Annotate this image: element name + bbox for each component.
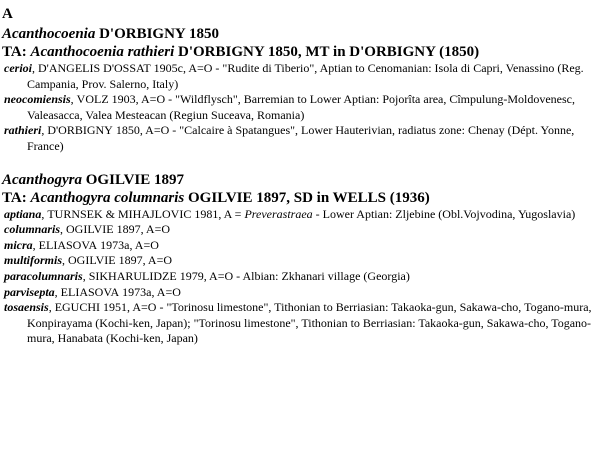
species-entry: rathieri, D'ORBIGNY 1850, A=O - "Calcaire à Spatangues", Lower Hauterivian, radiatus zone: Chenay (Dépt. Yonne, France)	[4, 123, 575, 153]
species-author: D'ANGELIS D'OSSAT	[38, 61, 151, 75]
species-author: TURNSEK & MIHAJLOVIC	[47, 206, 192, 221]
species-author: VOLZ	[76, 92, 109, 107]
species-entry: paracolumnaris, SIKHARULIDZE 1979, A=O - Albian: Zkhanari village (Georgia)	[4, 268, 410, 283]
species-entry: multiformis, OGILVIE 1897, A=O	[4, 253, 173, 268]
species-author: OGILVIE	[68, 253, 116, 268]
species-name: cerioi	[4, 61, 32, 75]
species-entry: micra, ELIASOVA 1973a, A=O	[4, 237, 159, 252]
species-author: EGUCHI	[54, 300, 101, 315]
ta-prefix: TA:	[2, 44, 31, 60]
species-author: ELIASOVA	[60, 284, 120, 299]
section-spacer	[0, 155, 600, 171]
species-entry: columnaris, OGILVIE 1897, A=O	[4, 222, 171, 237]
genus-name: Acanthogyra	[2, 171, 83, 188]
species-details: 1981, A =	[191, 206, 245, 221]
species-name: paracolumnaris	[4, 268, 83, 283]
species-details: 1973a, A=O	[97, 237, 159, 252]
type-species-line	[2, 43, 600, 61]
genus-name: Acanthocoenia	[2, 26, 96, 42]
species-author: ELIASOVA	[38, 237, 98, 252]
species-details: 1897, A=O	[113, 222, 171, 237]
genus-heading	[2, 25, 600, 43]
species-name: tosaensis	[4, 300, 49, 315]
species-entry: aptiana, TURNSEK & MIHAJLOVIC 1981, A = Preverastraea - Lower Aptian: Zljebine (Obl.Vojvodina, Yugoslavia)	[4, 206, 576, 221]
species-details: 1979, A=O - Albian: Zkhanari village (Georgia)	[176, 268, 410, 283]
ta-prefix: TA:	[2, 189, 31, 206]
species-details: 1850, A=O - "Calcaire à Spatangues", Lower Hauterivian, radiatus zone: Chenay (Dépt. Yonne, France)	[27, 123, 575, 153]
genus-author: OGILVIE 1897	[82, 171, 184, 188]
ta-suffix: OGILVIE 1897, SD in WELLS (1936)	[184, 189, 430, 206]
synonym-genus: Preverastraea	[244, 206, 313, 221]
species-details-cont: - Lower Aptian: Zljebine (Obl.Vojvodina, Yugoslavia)	[312, 206, 576, 221]
genus-section	[0, 25, 600, 155]
genus-author: D'ORBIGNY 1850	[95, 26, 219, 42]
species-entry: tosaensis, EGUCHI 1951, A=O - "Torinosu limestone", Tithonian to Berriasian: Takaoka-gun, Sakawa-cho, Togano-mura, Konpirayama (Kochi-ken, Japan); "Torinosu limestone", Tithonian to Berriasian: Takaoka-gun, Sakawa-cho, Togano-mura, Hanabata (Kochi-ken, Japan)	[4, 300, 592, 346]
species-details: 1905c, A=O - "Rudite di Tiberio", Aptian to Cenomanian: Isola di Capri, Venassino (Reg. Campania, Prov. Salerno, Italy)	[27, 61, 584, 91]
species-name: aptiana	[4, 206, 42, 221]
species-details: 1897, A=O	[115, 253, 173, 268]
genus-heading	[2, 171, 600, 189]
species-name: parvisepta	[4, 284, 55, 299]
species-details: 1973a, A=O	[119, 284, 181, 299]
species-details: 1903, A=O - "Wildflysch", Barremian to Lower Aptian: Pojorîta area, Cîmpulung-Moldovenesc, Valeasacca, Valea Mesteacan (Regiun Suceava, Romania)	[27, 92, 575, 122]
index-letter: A	[2, 6, 13, 22]
species-author: OGILVIE	[66, 222, 114, 237]
ta-species: Acanthogyra columnaris	[30, 189, 185, 206]
species-entry: cerioi, D'ANGELIS D'OSSAT 1905c, A=O - "Rudite di Tiberio", Aptian to Cenomanian: Isola di Capri, Venassino (Reg. Campania, Prov. Salerno, Italy)	[4, 61, 584, 91]
species-name: micra	[4, 237, 33, 252]
species-name: neocomiensis	[4, 92, 71, 107]
type-species-line	[2, 189, 600, 207]
species-author: D'ORBIGNY	[47, 123, 113, 138]
species-details: 1951, A=O - "Torinosu limestone", Tithonian to Berriasian: Takaoka-gun, Sakawa-cho, Togano-mura, Konpirayama (Kochi-ken, Japan); "Torinosu limestone", Tithonian to Berriasian: Takaoka-gun, Sakawa-cho, Togano-mura, Hanabata (Kochi-ken, Japan)	[27, 300, 592, 346]
species-name: multiformis	[4, 253, 63, 268]
species-name: rathieri	[4, 123, 42, 138]
species-entry: neocomiensis, VOLZ 1903, A=O - "Wildflysch", Barremian to Lower Aptian: Pojorîta area, Cîmpulung-Moldovenesc, Valeasacca, Valea Mesteacan (Regiun Suceava, Romania)	[4, 92, 575, 122]
species-entry: parvisepta, ELIASOVA 1973a, A=O	[4, 284, 181, 299]
ta-species: Acanthocoenia rathieri	[30, 44, 175, 60]
species-name: columnaris	[4, 222, 61, 237]
ta-suffix: D'ORBIGNY 1850, MT in D'ORBIGNY (1850)	[174, 44, 480, 60]
genus-section	[0, 171, 600, 347]
species-author: SIKHARULIDZE	[88, 268, 177, 283]
